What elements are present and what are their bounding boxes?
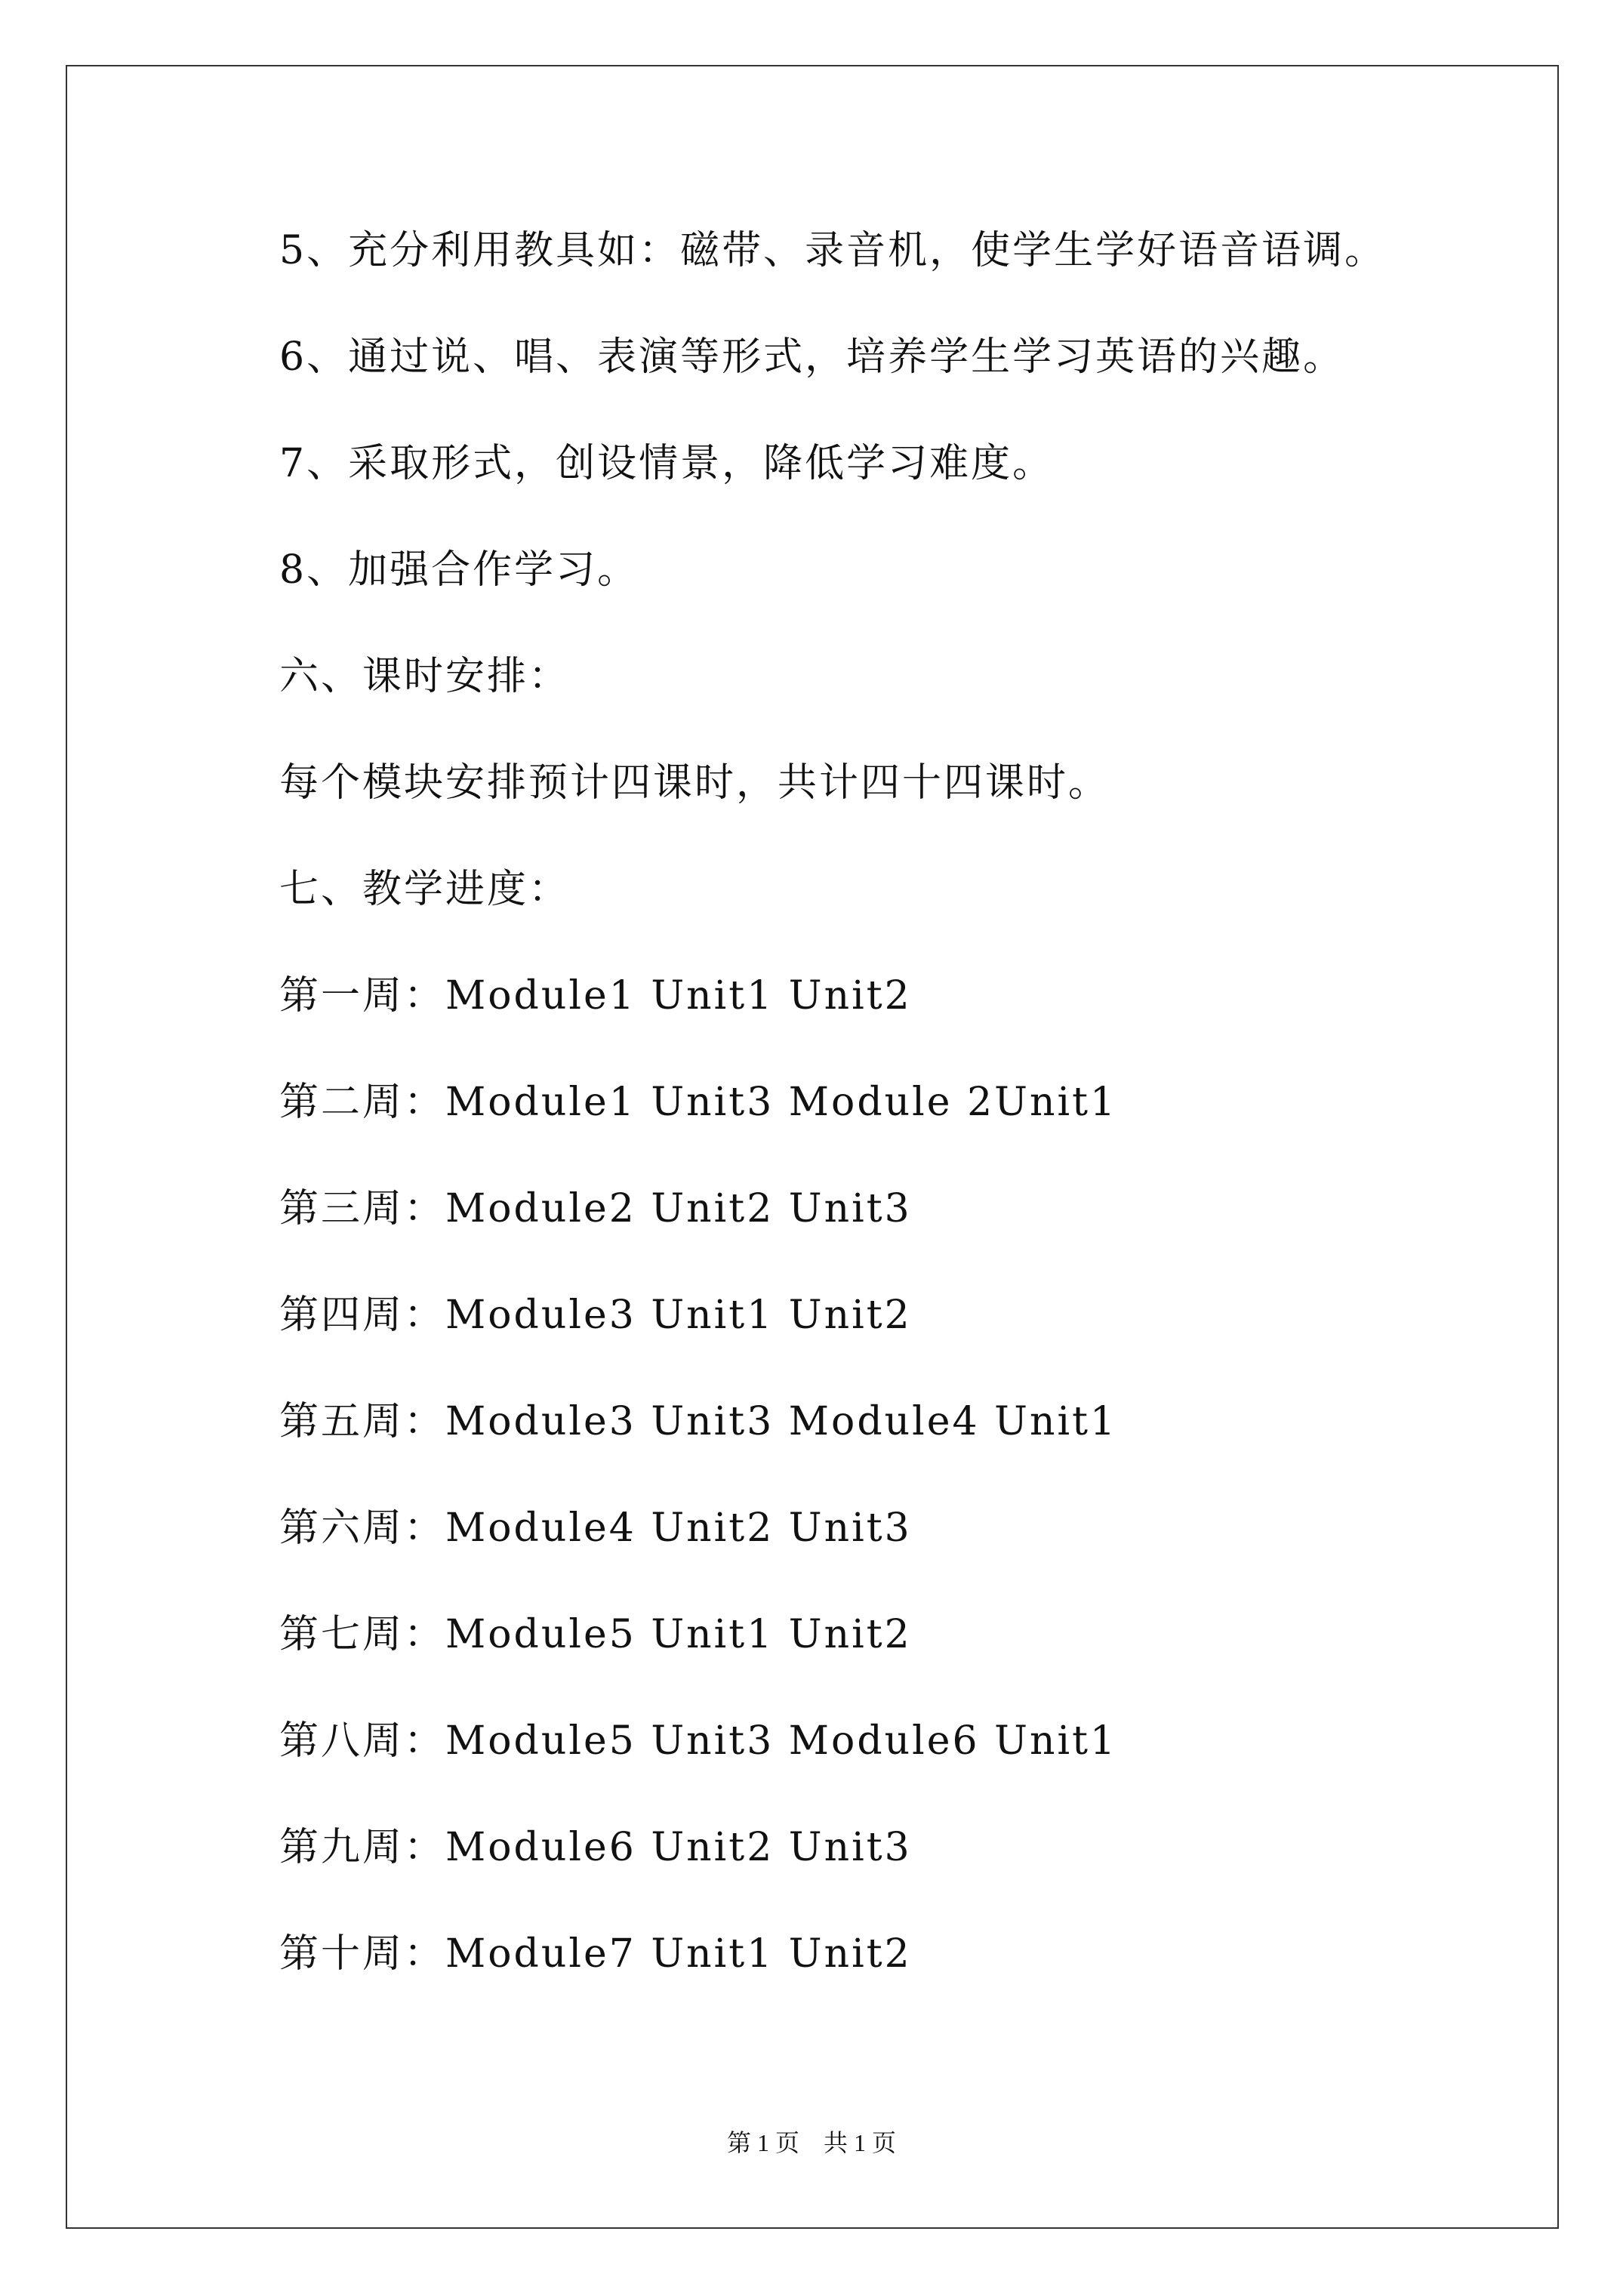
week-row-1: 第一周：Module1 Unit1 Unit2 <box>279 973 912 1019</box>
week-row-4: 第四周：Module3 Unit1 Unit2 <box>279 1293 912 1338</box>
paragraph-item-6: 6、通过说、唱、表演等形式，培养学生学习英语的兴趣。 <box>279 334 1345 380</box>
paragraph-schedule: 每个模块安排预计四课时，共计四十四课时。 <box>279 760 1110 806</box>
week-row-3: 第三周：Module2 Unit2 Unit3 <box>279 1186 912 1231</box>
week-row-10: 第十周：Module7 Unit1 Unit2 <box>279 1931 912 1977</box>
week-row-2: 第二周：Module1 Unit3 Module 2Unit1 <box>279 1080 1118 1125</box>
week-row-6: 第六周：Module4 Unit2 Unit3 <box>279 1505 912 1551</box>
week-row-8: 第八周：Module5 Unit3 Module6 Unit1 <box>279 1718 1118 1764</box>
paragraph-item-8: 8、加强合作学习。 <box>279 547 639 593</box>
page-footer: 第 1 页 共 1 页 <box>726 2129 896 2156</box>
week-row-7: 第七周：Module5 Unit1 Unit2 <box>279 1612 912 1657</box>
week-row-9: 第九周：Module6 Unit2 Unit3 <box>279 1825 912 1870</box>
week-row-5: 第五周：Module3 Unit3 Module4 Unit1 <box>279 1399 1118 1444</box>
section-heading-progress: 七、教学进度： <box>279 867 571 912</box>
paragraph-item-7: 7、采取形式，创设情景，降低学习难度。 <box>279 441 1055 486</box>
document-body <box>279 219 1517 2029</box>
section-heading-schedule: 六、课时安排： <box>279 654 571 699</box>
paragraph-item-5: 5、充分利用教具如：磁带、录音机，使学生学好语音语调。 <box>279 228 1387 273</box>
